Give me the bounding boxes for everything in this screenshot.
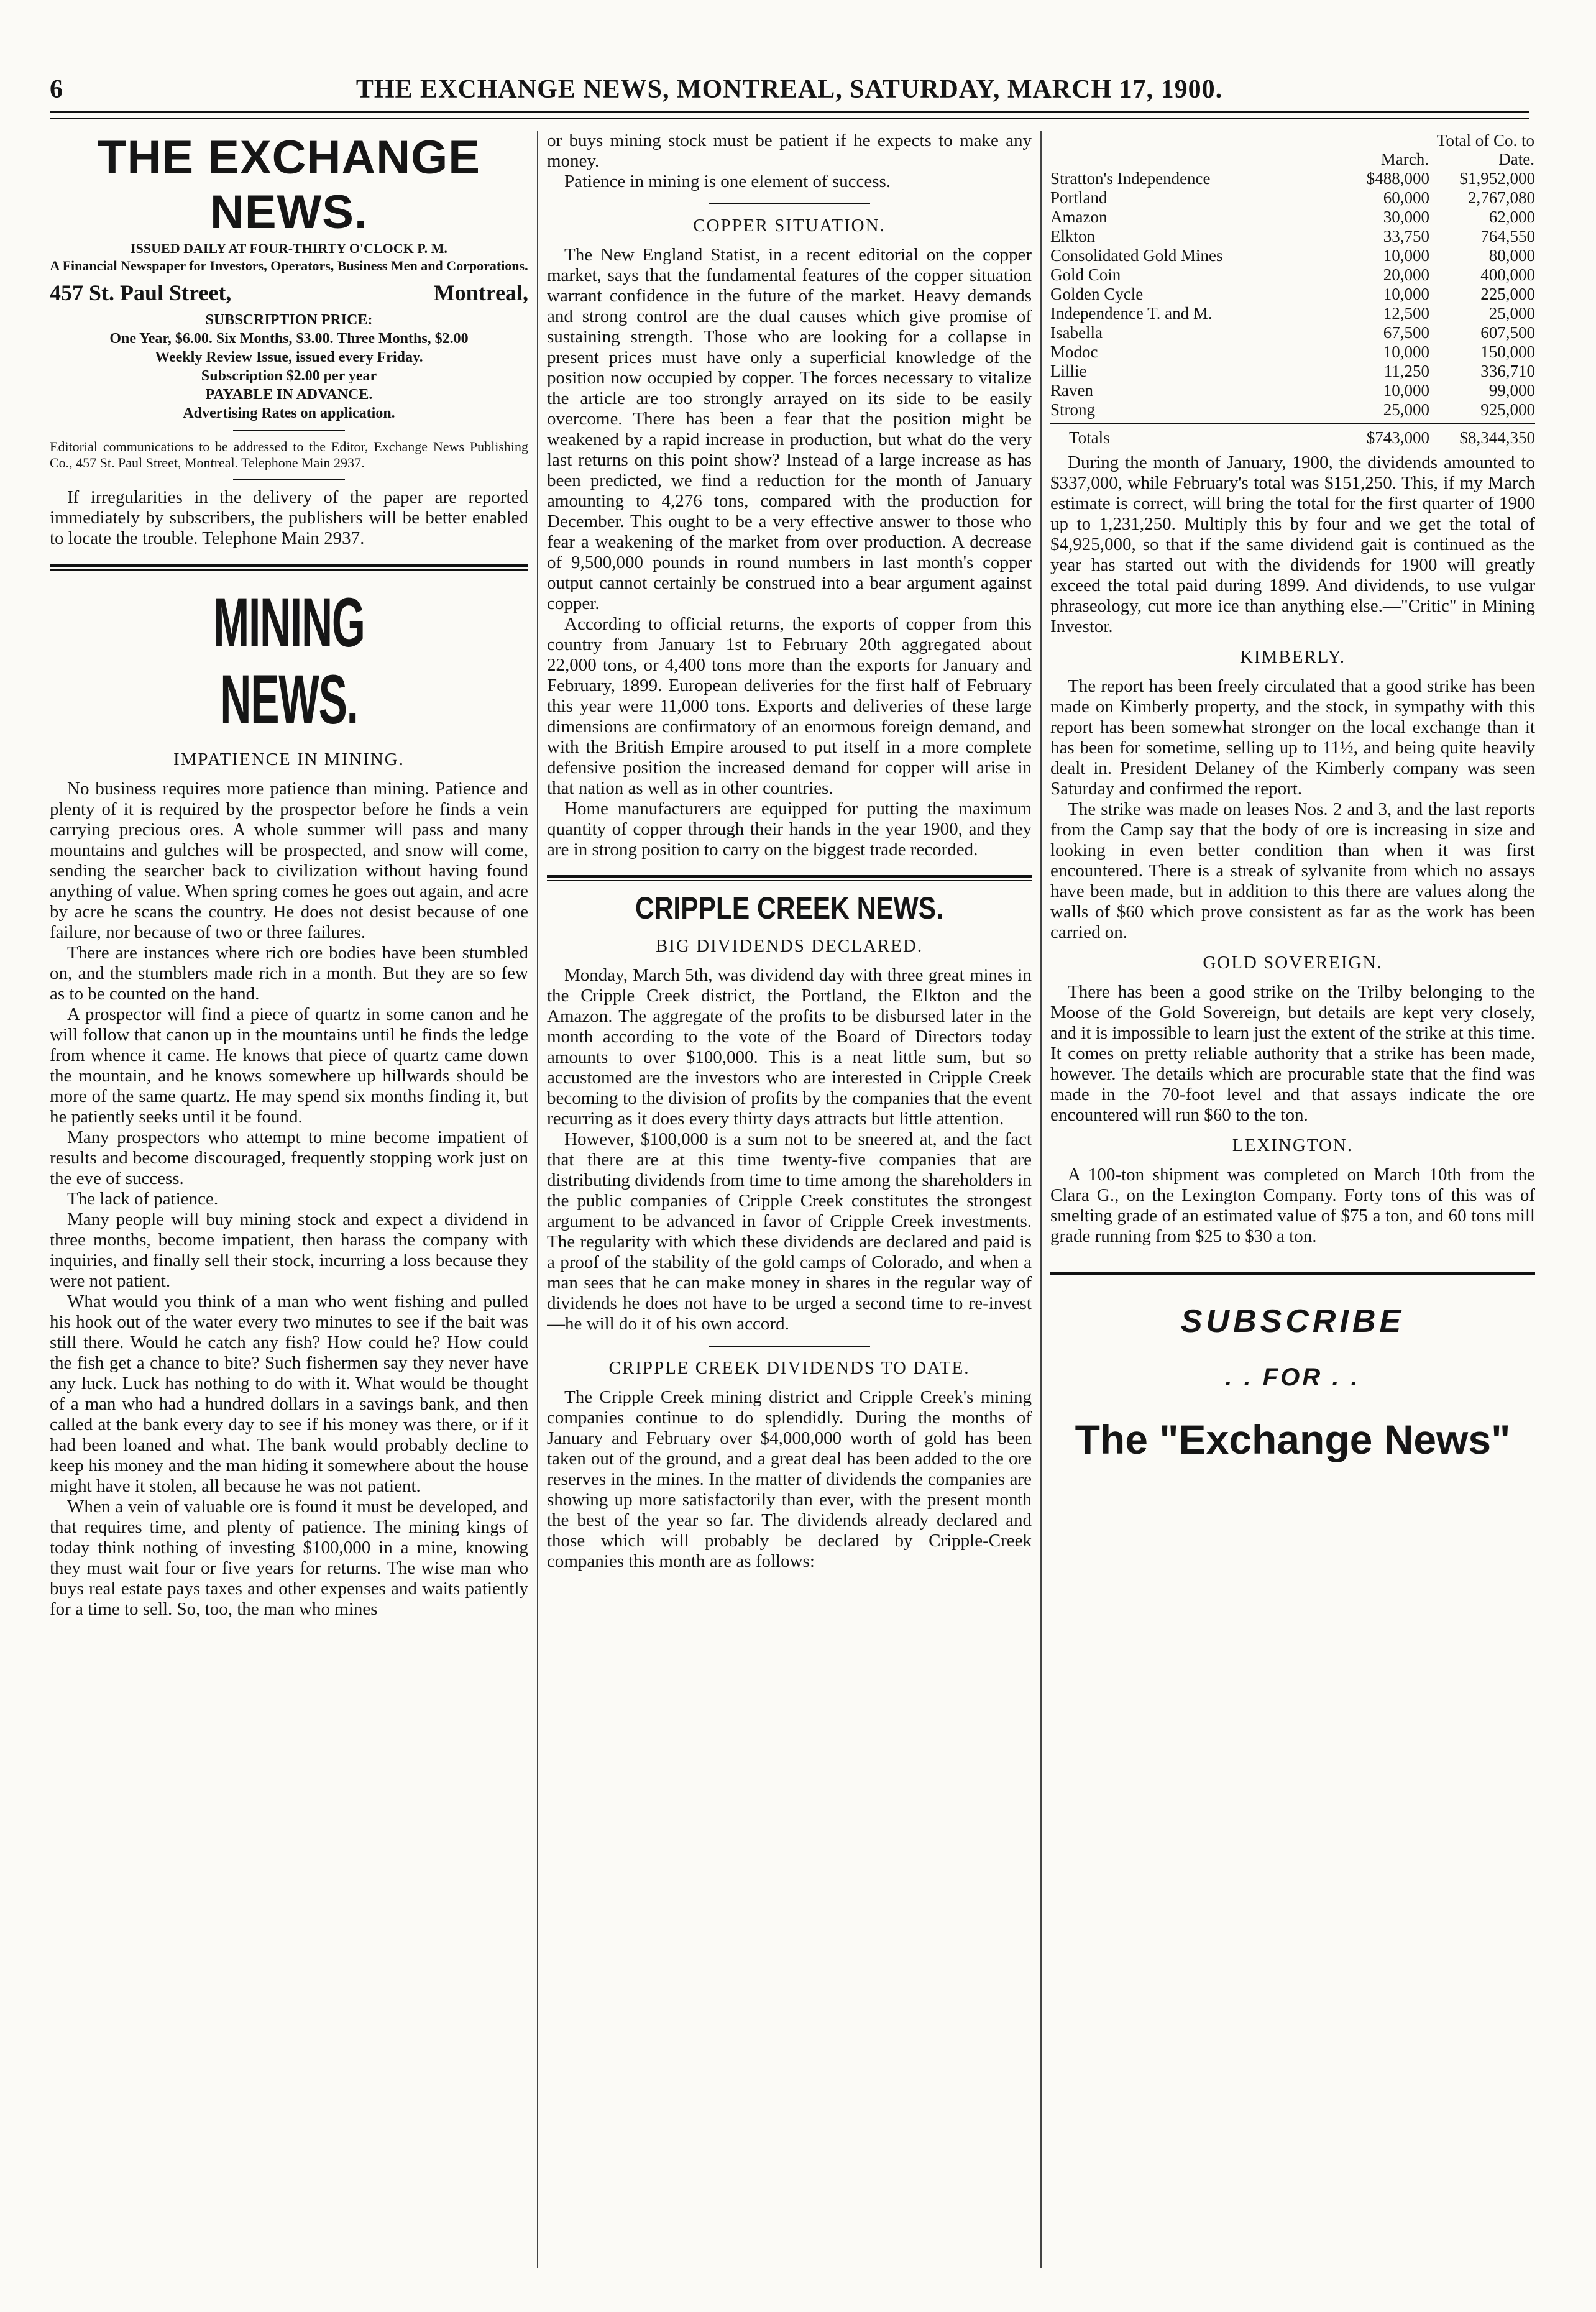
mine-name: Modoc (1050, 342, 1098, 361)
mining-news-heading: MINING NEWS. (213, 584, 365, 738)
impatience-article (50, 779, 528, 1620)
column-3 (1050, 131, 1535, 2275)
table-header-total: Total of Co. to Date. (1436, 131, 1534, 168)
paragraph: The lack of patience. (67, 1189, 219, 1209)
table-row (1050, 188, 1535, 208)
page-header (50, 75, 1529, 112)
article-title: KIMBERLY. (1239, 647, 1346, 667)
masthead-address-line (50, 278, 528, 307)
table-row (1050, 304, 1535, 323)
section-rule-thin (547, 880, 1032, 881)
ad-for: . . FOR . . (1225, 1364, 1360, 1391)
masthead-issued: ISSUED DAILY AT FOUR-THIRTY O'CLOCK P. M. (131, 241, 447, 256)
march-dividend: 10,000 (1383, 285, 1429, 303)
table-row (1050, 265, 1535, 285)
column-rule (1040, 131, 1042, 2268)
paragraph: Patience in mining is one element of success. (564, 172, 891, 191)
total-to-date: 99,000 (1488, 381, 1535, 400)
table-header-march: March. (1380, 150, 1429, 168)
totals-label: Totals (1069, 428, 1110, 447)
total-to-date: 925,000 (1480, 400, 1535, 419)
total-to-date: 225,000 (1480, 285, 1535, 303)
mine-name: Independence T. and M. (1050, 304, 1213, 323)
mine-name: Isabella (1050, 323, 1103, 342)
total-to-date: 62,000 (1488, 208, 1535, 226)
march-dividend: 60,000 (1383, 188, 1429, 207)
table-row (1050, 285, 1535, 304)
table-row (1050, 246, 1535, 265)
masthead-city: Montreal, (433, 280, 528, 305)
irregularities-note: If irregularities in the delivery of the paper are reported immediately by subscribers, the publishers will be better enabled to locate the trouble. Telephone Main 2937. (50, 487, 528, 548)
total-to-date: 2,767,080 (1468, 188, 1535, 207)
column-rule (537, 131, 538, 2268)
total-to-date: 764,550 (1480, 227, 1535, 245)
paragraph: or buys mining stock must be patient if he expects to make any money. (547, 131, 1032, 171)
table-row (1050, 400, 1535, 420)
masthead-title: THE EXCHANGE NEWS. (98, 131, 480, 239)
paragraph: However, $100,000 is a sum not to be sneered at, and the fact that there are at this time twenty-five companies that are distributing dividends from time to time among the shareholders in the public companies of Cripple Creek constitutes the strongest argument to be advanced in favor of Cripple Creek investments. The regularity with which these dividends are declared and paid is a proof of the stability of the gold camps of Colorado, and when a man sees that he can make money in shares in the regular way of dividends he does not have to be urged a second time to re-invest—he will do it of his own accord. (547, 1129, 1032, 1334)
mine-name: Portland (1050, 188, 1108, 207)
march-dividend: 10,000 (1383, 381, 1429, 400)
paragraph: There has been a good strike on the Trilby belonging to the Moose of the Gold Sovereign, but details are kept very closely, and it is impossible to learn just the extent of the strike at this time. It comes on pretty reliable authority that a strike has been made, however. The details which are procurable state that the find was made in the 70-foot level and that assays indicate the ore encountered will run $60 to the ton. (1050, 982, 1535, 1125)
paragraph: Home manufacturers are equipped for putting the maximum quantity of copper through their hands in the year 1900, and they are in strong position to carry on the biggest trade recorded. (547, 799, 1032, 860)
subscribe-advertisement (1050, 1272, 1535, 1467)
table-row (1050, 381, 1535, 400)
mine-name: Gold Coin (1050, 265, 1121, 284)
march-dividend: 10,000 (1383, 246, 1429, 265)
mine-name: Stratton's Independence (1050, 169, 1211, 188)
paragraph: When a vein of valuable ore is found it must be developed, and that requires time, and plenty of patience. The mining kings of today think nothing of investing $100,000 in a mine, knowing they must wait four or five years for returns. The wise man who buys real estate pays taxes and other expenses and waits patiently for a time to sell. So, too, the man who mines (50, 1497, 528, 1619)
big-dividends-article (547, 965, 1032, 1334)
paragraph: During the month of January, 1900, the dividends amounted to $337,000, while February's total was $151,250. This, if my March estimate is correct, will bring the total for the first quarter of 1900 up to 1,231,250. Multiply this by four and we get the total of $4,925,000, so that if the same dividend gait is continued as the year has started out with the dividends for 1900 will greatly exceed the total paid during 1899. And dividends, to use vulgar phraseology, cut more ice than anything else.—"Critic" in Mining Investor. (1050, 452, 1535, 636)
masthead (50, 131, 528, 549)
march-dividend: 20,000 (1383, 265, 1429, 284)
total-to-date: 607,500 (1480, 323, 1535, 342)
advertising-rates: Advertising Rates on application. (183, 405, 395, 421)
article-separator (709, 203, 870, 204)
paragraph: According to official returns, the exports of copper from this country from January 1st to February 20th aggregated about 22,000 tons, or 4,400 tons more than the exports for January and February, 1899. European deliveries for the first half of February this year were 11,000 tons. Exports and deliveries of these large dimensions are confirmatory of an enormous foreign demand, and with the British Empire aroused to put itself in a more complete defensive position the increased demand for copper will arise in that nation as well as in other countries. (547, 614, 1032, 798)
editorial-note: Editorial communications to be addressed to the Editor, Exchange News Publishing Co., 457 St. Paul Street, Montreal. Telephone Main 2937. (50, 439, 528, 470)
total-to-date: 80,000 (1488, 246, 1535, 265)
article-title: CRIPPLE CREEK DIVIDENDS TO DATE. (608, 1358, 970, 1378)
section-rule (547, 875, 1032, 878)
totals-row (1050, 428, 1535, 447)
paragraph: Many prospectors who attempt to mine become impatient of results and become discouraged, frequently stopping work just on the eve of success. (50, 1127, 528, 1188)
masthead-rule (233, 479, 345, 480)
masthead-tagline: A Financial Newspaper for Investors, Operators, Business Men and Corporations. (50, 258, 528, 273)
dividends-table (1050, 131, 1535, 420)
mine-name: Consolidated Gold Mines (1050, 246, 1223, 265)
column-1 (50, 131, 528, 2275)
article-title: LEXINGTON. (1232, 1135, 1354, 1155)
column-2 (547, 131, 1032, 2275)
march-dividend: 33,750 (1383, 227, 1429, 245)
subscription-prices: One Year, $6.00. Six Months, $3.00. Three Months, $2.00 (109, 331, 469, 347)
section-rule-thin (50, 569, 528, 571)
mine-name: Raven (1050, 381, 1093, 400)
cripple-creek-heading: CRIPPLE CREEK NEWS. (635, 891, 943, 925)
mine-name: Golden Cycle (1050, 285, 1144, 303)
running-head: THE EXCHANGE NEWS, MONTREAL, SATURDAY, MARCH 17, 1900. (355, 75, 1223, 104)
table-row (1050, 169, 1535, 188)
weekly-review: Weekly Review Issue, issued every Friday. (155, 349, 423, 365)
total-to-date: $1,952,000 (1459, 169, 1535, 188)
article-separator (709, 1346, 870, 1347)
paragraph: Monday, March 5th, was dividend day with three great mines in the Cripple Creek district, the Portland, the Elkton and the Amazon. The aggregate of the profits to be disbursed later in the month according to the vote of the Board of Directors today amounts to over $100,000. This is a neat little sum, but so accustomed are the investors who are interested in Cripple Creek becoming to the division of profits by the companies that the event recurring as it does every thirty days attracts but little attention. (547, 965, 1032, 1129)
dividends-totals (1050, 428, 1535, 447)
ad-paper-name: The "Exchange News" (1075, 1416, 1511, 1462)
totals-total: $8,344,350 (1459, 428, 1535, 447)
totals-rule (1050, 423, 1535, 424)
paragraph: What would you think of a man who went fishing and pulled his hook out of the water every two minutes to see if the bait was still there. Would he catch any fish? How could he? How could the fish get a chance to bite? Such fishermen say they never have any luck. Luck has nothing to do with it. What would be thought of a man who had a hundred dollars in a savings bank, and then called at the bank every day to see if his money was there, or if it had been loaned and what. The bank would probably decline to keep his money and the man hiding it somewhere about the house might have it stolen, all because he was not patient. (50, 1291, 528, 1496)
march-dividend: $488,000 (1366, 169, 1429, 188)
total-to-date: 400,000 (1480, 265, 1535, 284)
total-to-date: 336,710 (1480, 362, 1535, 380)
paragraph: No business requires more patience than mining. Patience and plenty of it is required by the prospector before he finds a vein carrying precious ores. A whole summer will pass and many mountains and gulches will be prospected, and snow will come, sending the searcher back to civilization without having found anything of value. When spring comes he goes out again, and acre by acre he scans the country. He does not desist because of one failure, nor because of two or three failures. (50, 779, 528, 942)
subscription-heading: SUBSCRIPTION PRICE: (205, 312, 373, 328)
table-row (1050, 362, 1535, 381)
paragraph: The strike was made on leases Nos. 2 and 3, and the last reports from the Camp say that the body of ore is increasing in size and looking in even better condition than when it was first encountered. There is a streak of sylvanite from which no assays have been made, but in addition to this there are values along the walls of $60 which prove consistent as far as the work has been carried on. (1050, 799, 1535, 942)
section-rule (50, 564, 528, 567)
totals-march: $743,000 (1366, 428, 1429, 447)
mine-name: Elkton (1050, 227, 1095, 245)
copper-article (547, 245, 1032, 860)
total-to-date: 150,000 (1480, 342, 1535, 361)
paragraph: A prospector will find a piece of quartz in some canon and he will follow that canon up in the mountains until he finds the ledge from whence it came. He knows that piece of quartz came down the mountain, and he knows somewhere up hillwards should be more of the same quartz. He may spend six months finding it, but he patiently seeks until it be found. (50, 1004, 528, 1127)
table-row (1050, 342, 1535, 362)
march-dividend: 10,000 (1383, 342, 1429, 361)
dividends-table-body (1050, 169, 1535, 420)
paragraph: The Cripple Creek mining district and Cripple Creek's mining companies continue to do splendidly. During the months of January and February over $4,000,000 worth of gold has been taken out of the ground, and a great deal has been added to the ore reserves in the mines. In the matter of dividends the companies are showing up more satisfactorily than ever, with the present month the best of the year so far. The dividends already declared and those which will probably be declared by Cripple-Creek companies this month are as follows: (547, 1387, 1032, 1571)
table-header-row (1050, 131, 1535, 169)
march-dividend: 25,000 (1383, 400, 1429, 419)
article-title: BIG DIVIDENDS DECLARED. (655, 936, 924, 956)
paragraph: The New England Statist, in a recent editorial on the copper market, says that the fundamental features of the copper situation warrant confidence in the future of the market. Heavy demands and strong control are the dual causes which give promise of sustaining strength. Those who are looking for a collapse in present prices must have only a superficial knowledge of the position now occupied by copper. The forces necessary to vitalize the article are too strongly arrayed on its side to be easily overcome. There has been a fear that the position might be weakened by a rapid increase in production, but what do the very last returns on this point show? Instead of a large increase as has been predicted, we find a reduction for the month of January amounting to 4,276 tons, compared with the production for December. This ought to be a very effective answer to those who fear a weakening of the market from over production. A decrease of 9,500,000 pounds in round numbers in last month's copper output cannot certainly be construed into a bear argument against copper. (547, 245, 1032, 613)
article-title: GOLD SOVEREIGN. (1203, 953, 1383, 973)
march-dividend: 30,000 (1383, 208, 1429, 226)
mine-name: Amazon (1050, 208, 1108, 226)
masthead-rule (233, 430, 345, 431)
ad-subscribe: SUBSCRIBE (1180, 1303, 1405, 1339)
march-dividend: 12,500 (1383, 304, 1429, 323)
header-rule (50, 111, 1529, 113)
mine-name: Lillie (1050, 362, 1087, 380)
table-row (1050, 208, 1535, 227)
table-row (1050, 323, 1535, 342)
table-row (1050, 227, 1535, 246)
march-dividend: 11,250 (1383, 362, 1429, 380)
table-header-empty (1050, 131, 1349, 169)
header-rule-thin (50, 118, 1529, 119)
page-number: 6 (50, 75, 63, 104)
mine-name: Strong (1050, 400, 1096, 419)
weekly-subscription: Subscription $2.00 per year (201, 368, 377, 384)
paragraph: Many people will buy mining stock and expect a dividend in three months, become impatient, then harass the company with inquiries, and finally sell their stock, incurring a loss because they were not patient. (50, 1209, 528, 1291)
payable-in-advance: PAYABLE IN ADVANCE. (205, 387, 373, 403)
paragraph: The report has been freely circulated that a good strike has been made on Kimberly property, and the stock, in sympathy with this report has been somewhat stronger on the local exchange than it has been for sometime, selling up to 11½, and being quite heavily dealt in. President Delaney of the Kimberly company was seen Saturday and confirmed the report. (1050, 676, 1535, 799)
masthead-address: 457 St. Paul Street, (50, 280, 232, 305)
paragraph: A 100-ton shipment was completed on March 10th from the Clara G., on the Lexington Company. Forty tons of this was of smelting grade of an estimated value of $75 a ton, and 60 tons mill grade running from $25 to $30 a ton. (1050, 1165, 1535, 1246)
article-title: IMPATIENCE IN MINING. (173, 750, 405, 769)
total-to-date: 25,000 (1488, 304, 1535, 323)
march-dividend: 67,500 (1383, 323, 1429, 342)
article-title: COPPER SITUATION. (693, 216, 886, 236)
paragraph: There are instances where rich ore bodies have been stumbled on, and the stumblers made rich in a month. But they are so few as to be counted on the hand. (50, 943, 528, 1004)
